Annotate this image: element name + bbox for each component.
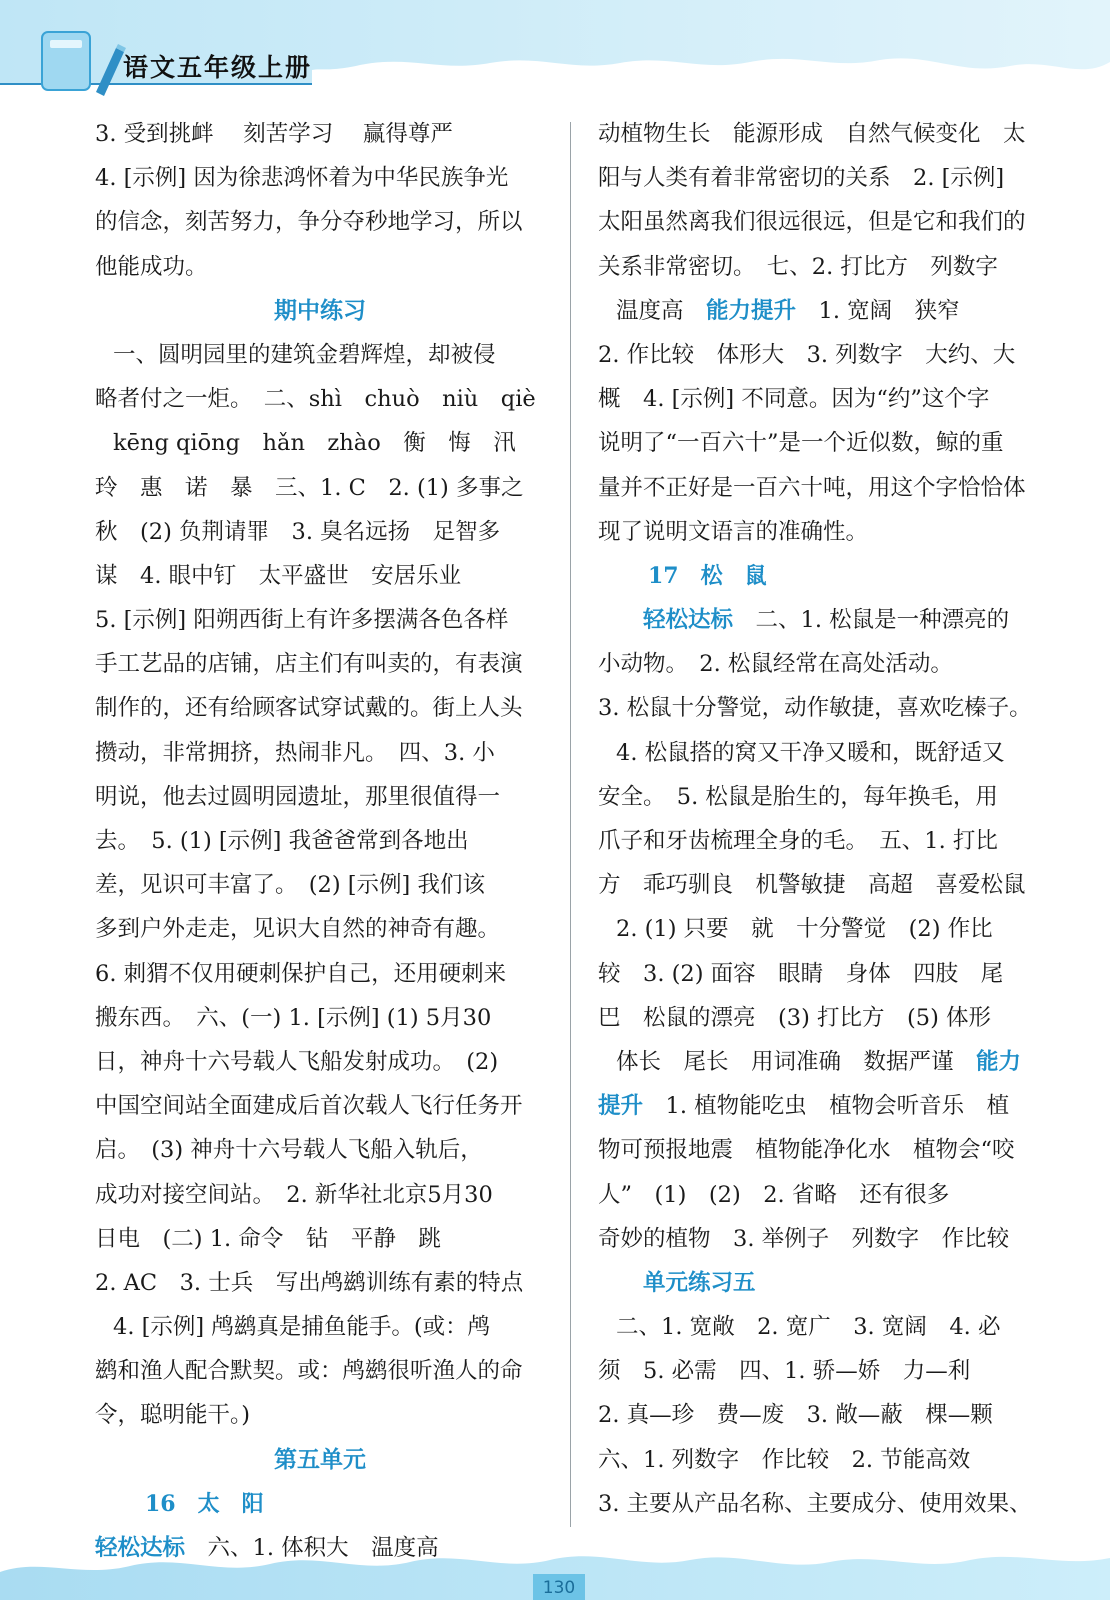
answer-line: 2. 作比较 体形大 3. 列数字 大约、大: [598, 341, 1016, 368]
answer-line: 安全。 5. 松鼠是胎生的，每年换毛，用: [598, 783, 998, 810]
answer-line: 说明了“一百六十”是一个近似数，鲸的重: [598, 430, 1004, 457]
answer-line: 须 5. 必需 四、1. 骄—娇 力—利: [598, 1358, 971, 1385]
answer-line: 2. 真—珍 费—废 3. 敞—蔽 棵—颗: [598, 1402, 993, 1429]
answer-line: 启。 (3) 神舟十六号载人飞船入轨后，: [95, 1137, 483, 1164]
answer-line: 秋 (2) 负荆请罪 3. 臭名远扬 足智多: [95, 518, 501, 545]
answer-line: 略者付之一炬。 二、shì chuò niù qiè: [95, 386, 536, 413]
page-number: 130: [542, 1578, 576, 1598]
answer-line: 5. [示例] 阳朔西街上有许多摆满各色各样: [95, 607, 509, 634]
answer-line: 奇妙的植物 3. 举例子 列数字 作比较: [598, 1225, 1010, 1252]
answer-line: 巴 松鼠的漂亮 (3) 打比方 (5) 体形: [598, 1004, 992, 1031]
answer-line: 量并不正好是一百六十吨，用这个字恰恰体: [598, 474, 1026, 501]
answer-line: 3. 松鼠十分警觉，动作敏捷，喜欢吃榛子。: [598, 695, 1032, 722]
section-heading: 期中练习: [274, 296, 366, 324]
answer-line: 关系非常密切。 七、2. 打比方 列数字: [598, 253, 998, 280]
answer-line: 概 4. [示例] 不同意。因为“约”这个字: [598, 386, 990, 413]
answer-line: [598, 289, 1060, 333]
answer-line: 日电 (二) 1. 命令 钻 平静 跳: [95, 1225, 441, 1252]
section-tag: 能力提升: [706, 297, 797, 324]
answer-line: 多到户外走走，见识大自然的神奇有趣。: [95, 916, 501, 943]
answer-line: 明说，他去过圆明园遗址，那里很值得一: [95, 783, 501, 810]
left-column: [95, 112, 545, 1570]
answer-line: 中国空间站全面建成后首次载人飞行任务开: [95, 1093, 523, 1120]
answer-line: 2. (1) 只要 就 十分警觉 (2) 作比: [616, 916, 993, 943]
answer-line: 令，聪明能干。): [95, 1402, 251, 1429]
answer-line: 阳与人类有着非常密切的关系 2. [示例]: [598, 165, 1005, 192]
answer-line: 谋 4. 眼中钉 太平盛世 安居乐业: [95, 562, 462, 589]
section-tag: 轻松达标: [95, 1535, 186, 1561]
answer-line: 现了说明文语言的准确性。: [598, 518, 869, 545]
answer-line: 制作的，还有给顾客试穿试戴的。街上人头: [95, 695, 523, 722]
answer-line: 玲 惠 诺 暴 三、1. C 2. (1) 多事之: [95, 474, 524, 501]
answer-line: 成功对接空间站。 2. 新华社北京5月30: [95, 1181, 493, 1208]
column-divider: [570, 122, 571, 1527]
section-tag: 轻松达标: [643, 607, 734, 634]
answer-line: 差，见识可丰富了。 (2) [示例] 我们该: [95, 872, 485, 899]
answer-line: [598, 1040, 1060, 1084]
answer-line: [598, 598, 1060, 642]
answer-line: [598, 1084, 1060, 1128]
section-heading: 第五单元: [274, 1445, 366, 1473]
answer-line: 小动物。 2. 松鼠经常在高处活动。: [598, 651, 953, 678]
lesson-heading: 16 太 阳: [145, 1490, 264, 1517]
answer-line: 的信念，刻苦努力，争分夺秒地学习，所以: [95, 209, 523, 236]
answer-line: 2. AC 3. 士兵 写出鸬鹚训练有素的特点: [95, 1269, 524, 1296]
answer-line: 手工艺品的店铺，店主们有叫卖的，有表演: [95, 651, 523, 678]
answer-line: 4. [示例] 鸬鹚真是捕鱼能手。(或：鸬: [113, 1314, 491, 1341]
answer-line: 动植物生长 能源形成 自然气候变化 太: [598, 121, 1026, 147]
lesson-heading: 17 松 鼠: [648, 562, 767, 589]
answer-line: 搬东西。 六、(一) 1. [示例] (1) 5月30: [95, 1004, 492, 1031]
answer-line: 方 乖巧驯良 机警敏捷 高超 喜爱松鼠: [598, 872, 1026, 899]
section-tag: 提升: [598, 1093, 644, 1120]
answer-line: 3. 主要从产品名称、主要成分、使用效果、: [598, 1490, 1032, 1517]
answer-line: 太阳虽然离我们很远很远，但是它和我们的: [598, 209, 1026, 236]
answer-text: 1. 植物能吃虫 植物会听音乐 植: [643, 1093, 1010, 1120]
book-title: 语文五年级上册: [123, 53, 313, 82]
answer-line: 攒动，非常拥挤，热闹非凡。 四、3. 小: [95, 739, 495, 766]
answer-line: 爪子和牙齿梳理全身的毛。 五、1. 打比: [598, 828, 998, 854]
answer-line: 3. 受到挑衅 刻苦学习 赢得尊严: [95, 121, 453, 147]
answer-line: 鹚和渔人配合默契。或：鸬鹚很听渔人的命: [95, 1358, 523, 1385]
answer-line: 他能成功。: [95, 253, 208, 280]
answer-line: 六、1. 列数字 作比较 2. 节能高效: [598, 1446, 971, 1473]
answer-text: 温度高: [616, 297, 707, 324]
section-tag: 能力: [976, 1048, 1022, 1075]
answer-line: 4. [示例] 因为徐悲鸿怀着为中华民族争光: [95, 165, 509, 192]
answer-line: 6. 刺猬不仅用硬刺保护自己，还用硬刺来: [95, 960, 507, 987]
answer-text: 体长 尾长 用词准确 数据严谨: [616, 1048, 977, 1075]
answer-line: kēng qiōng hǎn zhào 衡 悔 汛: [113, 430, 516, 457]
answer-line: 物可预报地震 植物能净化水 植物会“咬: [598, 1137, 1015, 1164]
section-tag: 单元练习五: [643, 1269, 756, 1296]
answer-text: 二、1. 松鼠是一种漂亮的: [733, 607, 1010, 634]
answer-line: 日，神舟十六号载人飞船发射成功。 (2): [95, 1048, 499, 1075]
answer-line: 4. 松鼠搭的窝又干净又暖和，既舒适又: [616, 739, 1005, 766]
right-column: [598, 112, 1060, 1526]
answer-line: 较 3. (2) 面容 眼睛 身体 四肢 尾: [598, 960, 1004, 987]
answer-text: 1. 宽阔 狭窄: [796, 297, 960, 324]
answer-line: 一、圆明园里的建筑金碧辉煌，却被侵: [113, 341, 496, 368]
answer-line: [598, 1261, 1060, 1305]
answer-text: 六、1. 体积大 温度高: [185, 1535, 439, 1561]
answer-line: 去。 5. (1) [示例] 我爸爸常到各地出: [95, 828, 469, 854]
answer-line: 人” (1) (2) 2. 省略 还有很多: [598, 1181, 950, 1208]
answer-line: 二、1. 宽敞 2. 宽广 3. 宽阔 4. 必: [616, 1314, 1001, 1341]
